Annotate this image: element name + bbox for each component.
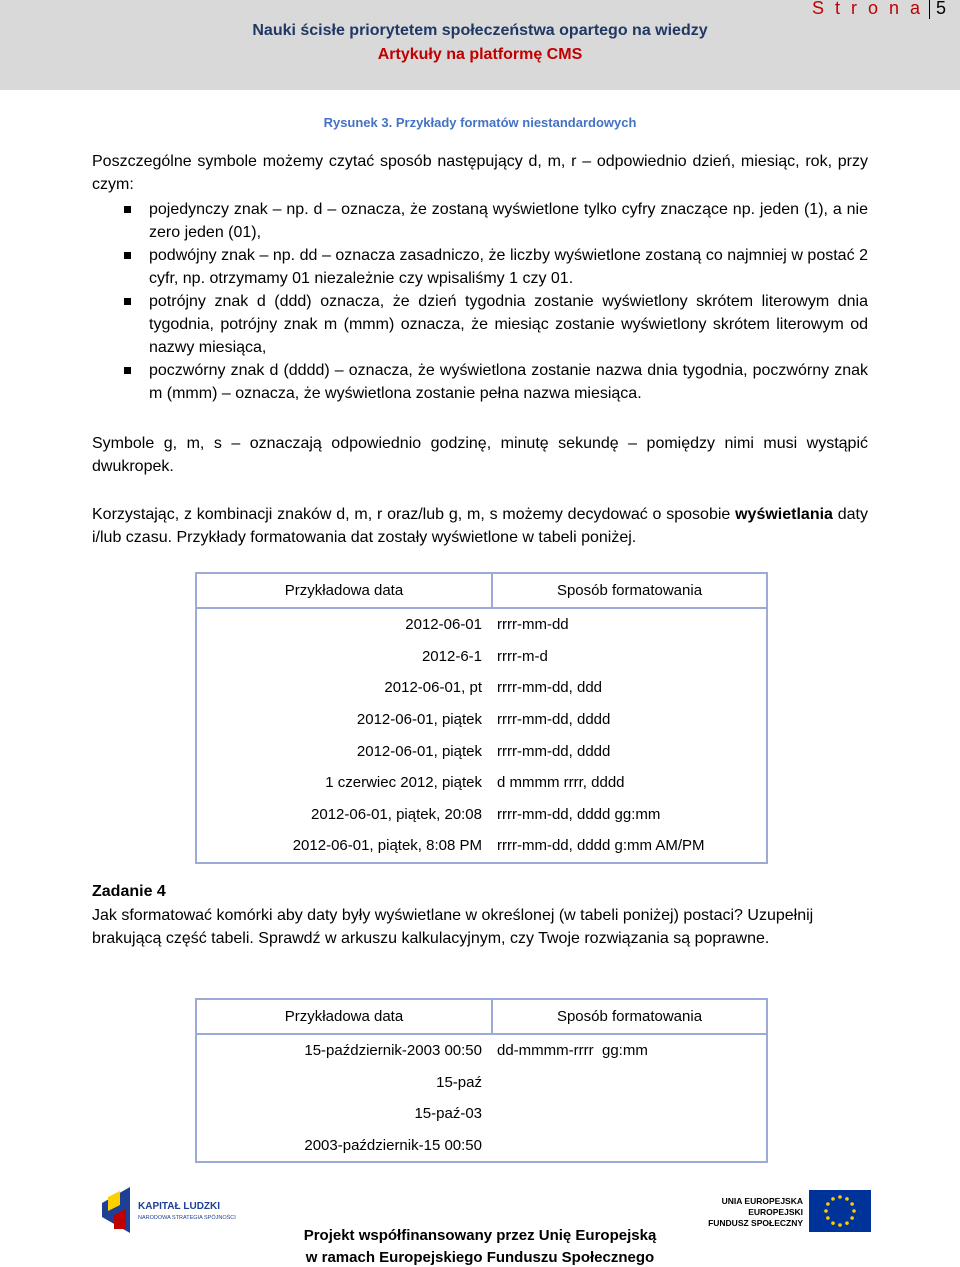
list-item-text: pojedynczy znak – np. d – oznacza, że zostaną wyświetlone tylko cyfry znaczące np. jeden (1), a nie zero jeden (01), (149, 201, 868, 241)
table-cell (492, 1130, 767, 1163)
eu-star (850, 1216, 854, 1220)
bullet-square-icon (124, 252, 131, 259)
table-row (196, 1130, 767, 1163)
table-cell (492, 1098, 767, 1130)
table-cell: 15-paź (436, 1073, 482, 1091)
table-cell: 2012-06-01, piątek, 20:08 (311, 805, 482, 823)
header-title: Nauki ścisłe priorytetem społeczeństwa opartego na wiedzy (252, 22, 708, 39)
list-item (92, 244, 868, 290)
eu-star (831, 1221, 835, 1225)
logo-left-name: KAPITAŁ LUDZKI (138, 1201, 221, 1212)
figure-caption: Rysunek 3. Przykłady formatów niestandardowych (323, 115, 637, 130)
bullet-square-icon (124, 206, 131, 213)
logo-left-sub: NARODOWA STRATEGIA SPÓJNOŚCI (138, 1215, 236, 1221)
combo-paragraph (92, 503, 868, 549)
bullet-square-icon (124, 367, 131, 374)
table-header-row (196, 573, 767, 608)
list-item-text: podwójny znak – np. dd – oznacza zasadniczo, że liczby wyświetlone zostaną co najmniej w postać 2 cyfr, np. otrzymamy 01 niezależnie czy wpisaliśmy 1 czy 01. (149, 247, 868, 287)
table-row (196, 672, 767, 704)
list-item (92, 198, 868, 244)
table-cell (492, 1067, 767, 1099)
eu-star (824, 1209, 828, 1213)
header-subtitle: Artykuły na platformę CMS (377, 46, 583, 63)
column-header: Przykładowa data (196, 573, 492, 608)
eu-star (831, 1197, 835, 1201)
task-text: Jak sformatować komórki aby daty były wyświetlane w określonej (w tabeli poniżej) postaci? Uzupełnij brakującą część tabeli. Sprawdź w arkuszu kalkulacyjnym, czy Twoje rozwiązania są poprawne. (92, 907, 814, 947)
page-number: 5 (935, 0, 946, 18)
eu-star (838, 1195, 842, 1199)
intro-paragraph: Poszczególne symbole możemy czytać sposób następujący d, m, r – odpowiednio dzień, miesiąc, rok, przy czym: (92, 153, 868, 193)
column-header: Sposób formatowania (492, 999, 767, 1034)
table-cell: d mmmm rrrr, dddd (497, 774, 625, 792)
table-cell: 15-październik-2003 00:50 (304, 1042, 482, 1060)
eu-star (850, 1202, 854, 1206)
logo-right-line1: UNIA EUROPEJSKA (721, 1196, 803, 1206)
logo-right-line3: FUNDUSZ SPOŁECZNY (708, 1218, 803, 1228)
combo-text-bold: wyświetlania (735, 506, 833, 523)
table-row (196, 608, 767, 641)
table-row (196, 767, 767, 799)
combo-text-start: Korzystając, z kombinacji znaków d, m, r oraz/lub g, m, s możemy decydować o sposobie (92, 506, 736, 523)
bullet-square-icon (124, 298, 131, 305)
table-cell: rrrr-m-d (497, 647, 548, 665)
eu-star (826, 1216, 830, 1220)
table-cell: rrrr-mm-dd, dddd g:mm AM/PM (497, 837, 705, 855)
table-cell: 2012-06-01, piątek (356, 711, 482, 729)
table-row (196, 799, 767, 831)
table-cell: rrrr-mm-dd, dddd (497, 711, 611, 729)
table-cell: 15-paź-03 (414, 1105, 482, 1123)
table-cell: 1 czerwiec 2012, piątek (325, 774, 482, 792)
table-header-row (196, 999, 767, 1034)
combo-text-end: daty i/lub czasu. Przykłady formatowania dat zostały wyświetlone w tabeli poniżej. (92, 506, 868, 546)
symbols-paragraph: Symbole g, m, s – oznaczają odpowiednio godzinę, minutę sekundę – pomiędzy nimi musi wystąpić dwukropek. (92, 435, 868, 475)
list-item-text: potrójny znak d (ddd) oznacza, że dzień tygodnia zostanie wyświetlony skrótem literowym dnia tygodnia, potrójny znak m (mmm) oznacza, że miesiąc zostanie wyświetlony skrótem literowym od nazwy miesiąca, (149, 293, 868, 356)
table-cell: dd-mmmm-rrrr gg:mm (497, 1042, 648, 1060)
logo-right-line2: EUROPEJSKI (748, 1207, 803, 1217)
table-cell: 2012-06-01, piątek (356, 742, 482, 760)
page-number-separator (929, 0, 930, 19)
list-item-text: poczwórny znak d (dddd) – oznacza, że wyświetlona zostanie nazwa dnia tygodnia, poczwórny znak m (mmm) – oznacza, że wyświetlona zostanie pełna nazwa miesiąca. (149, 362, 868, 402)
table-row (196, 1034, 767, 1067)
page-number-label (812, 0, 946, 19)
format-examples-table (195, 572, 768, 864)
table-cell: 2012-6-1 (421, 647, 482, 665)
table-row (196, 830, 767, 863)
table-row (196, 704, 767, 736)
table-row (196, 735, 767, 767)
footer-line2: w ramach Europejskiego Funduszu Społecznego (305, 1249, 655, 1266)
bullet-list (92, 198, 868, 405)
table-cell: rrrr-mm-dd, dddd gg:mm (497, 805, 661, 823)
column-header: Sposób formatowania (492, 573, 767, 608)
table-cell: rrrr-mm-dd, dddd (497, 742, 611, 760)
eu-star (845, 1221, 849, 1225)
table-cell: rrrr-mm-dd (497, 616, 569, 634)
exercise-table (195, 998, 768, 1163)
table-row (196, 1098, 767, 1130)
table-cell: 2012-06-01, pt (384, 679, 482, 697)
table-row (196, 1067, 767, 1099)
eu-star (852, 1209, 856, 1213)
eu-star (826, 1202, 830, 1206)
table-row (196, 641, 767, 673)
page-header (0, 0, 960, 90)
table-cell: 2003-październik-15 00:50 (304, 1137, 482, 1155)
list-item (92, 359, 868, 405)
eu-star (845, 1197, 849, 1201)
footer-line1: Projekt współfinansowany przez Unię Europejską (303, 1227, 657, 1244)
page-label: S t r o n a (811, 0, 923, 18)
table-cell: 2012-06-01 (405, 616, 482, 634)
table-cell: 2012-06-01, piątek, 8:08 PM (292, 837, 482, 855)
table-cell: rrrr-mm-dd, ddd (497, 679, 603, 697)
list-item (92, 290, 868, 359)
column-header: Przykładowa data (196, 999, 492, 1034)
task-title: Zadanie 4 (92, 883, 166, 900)
